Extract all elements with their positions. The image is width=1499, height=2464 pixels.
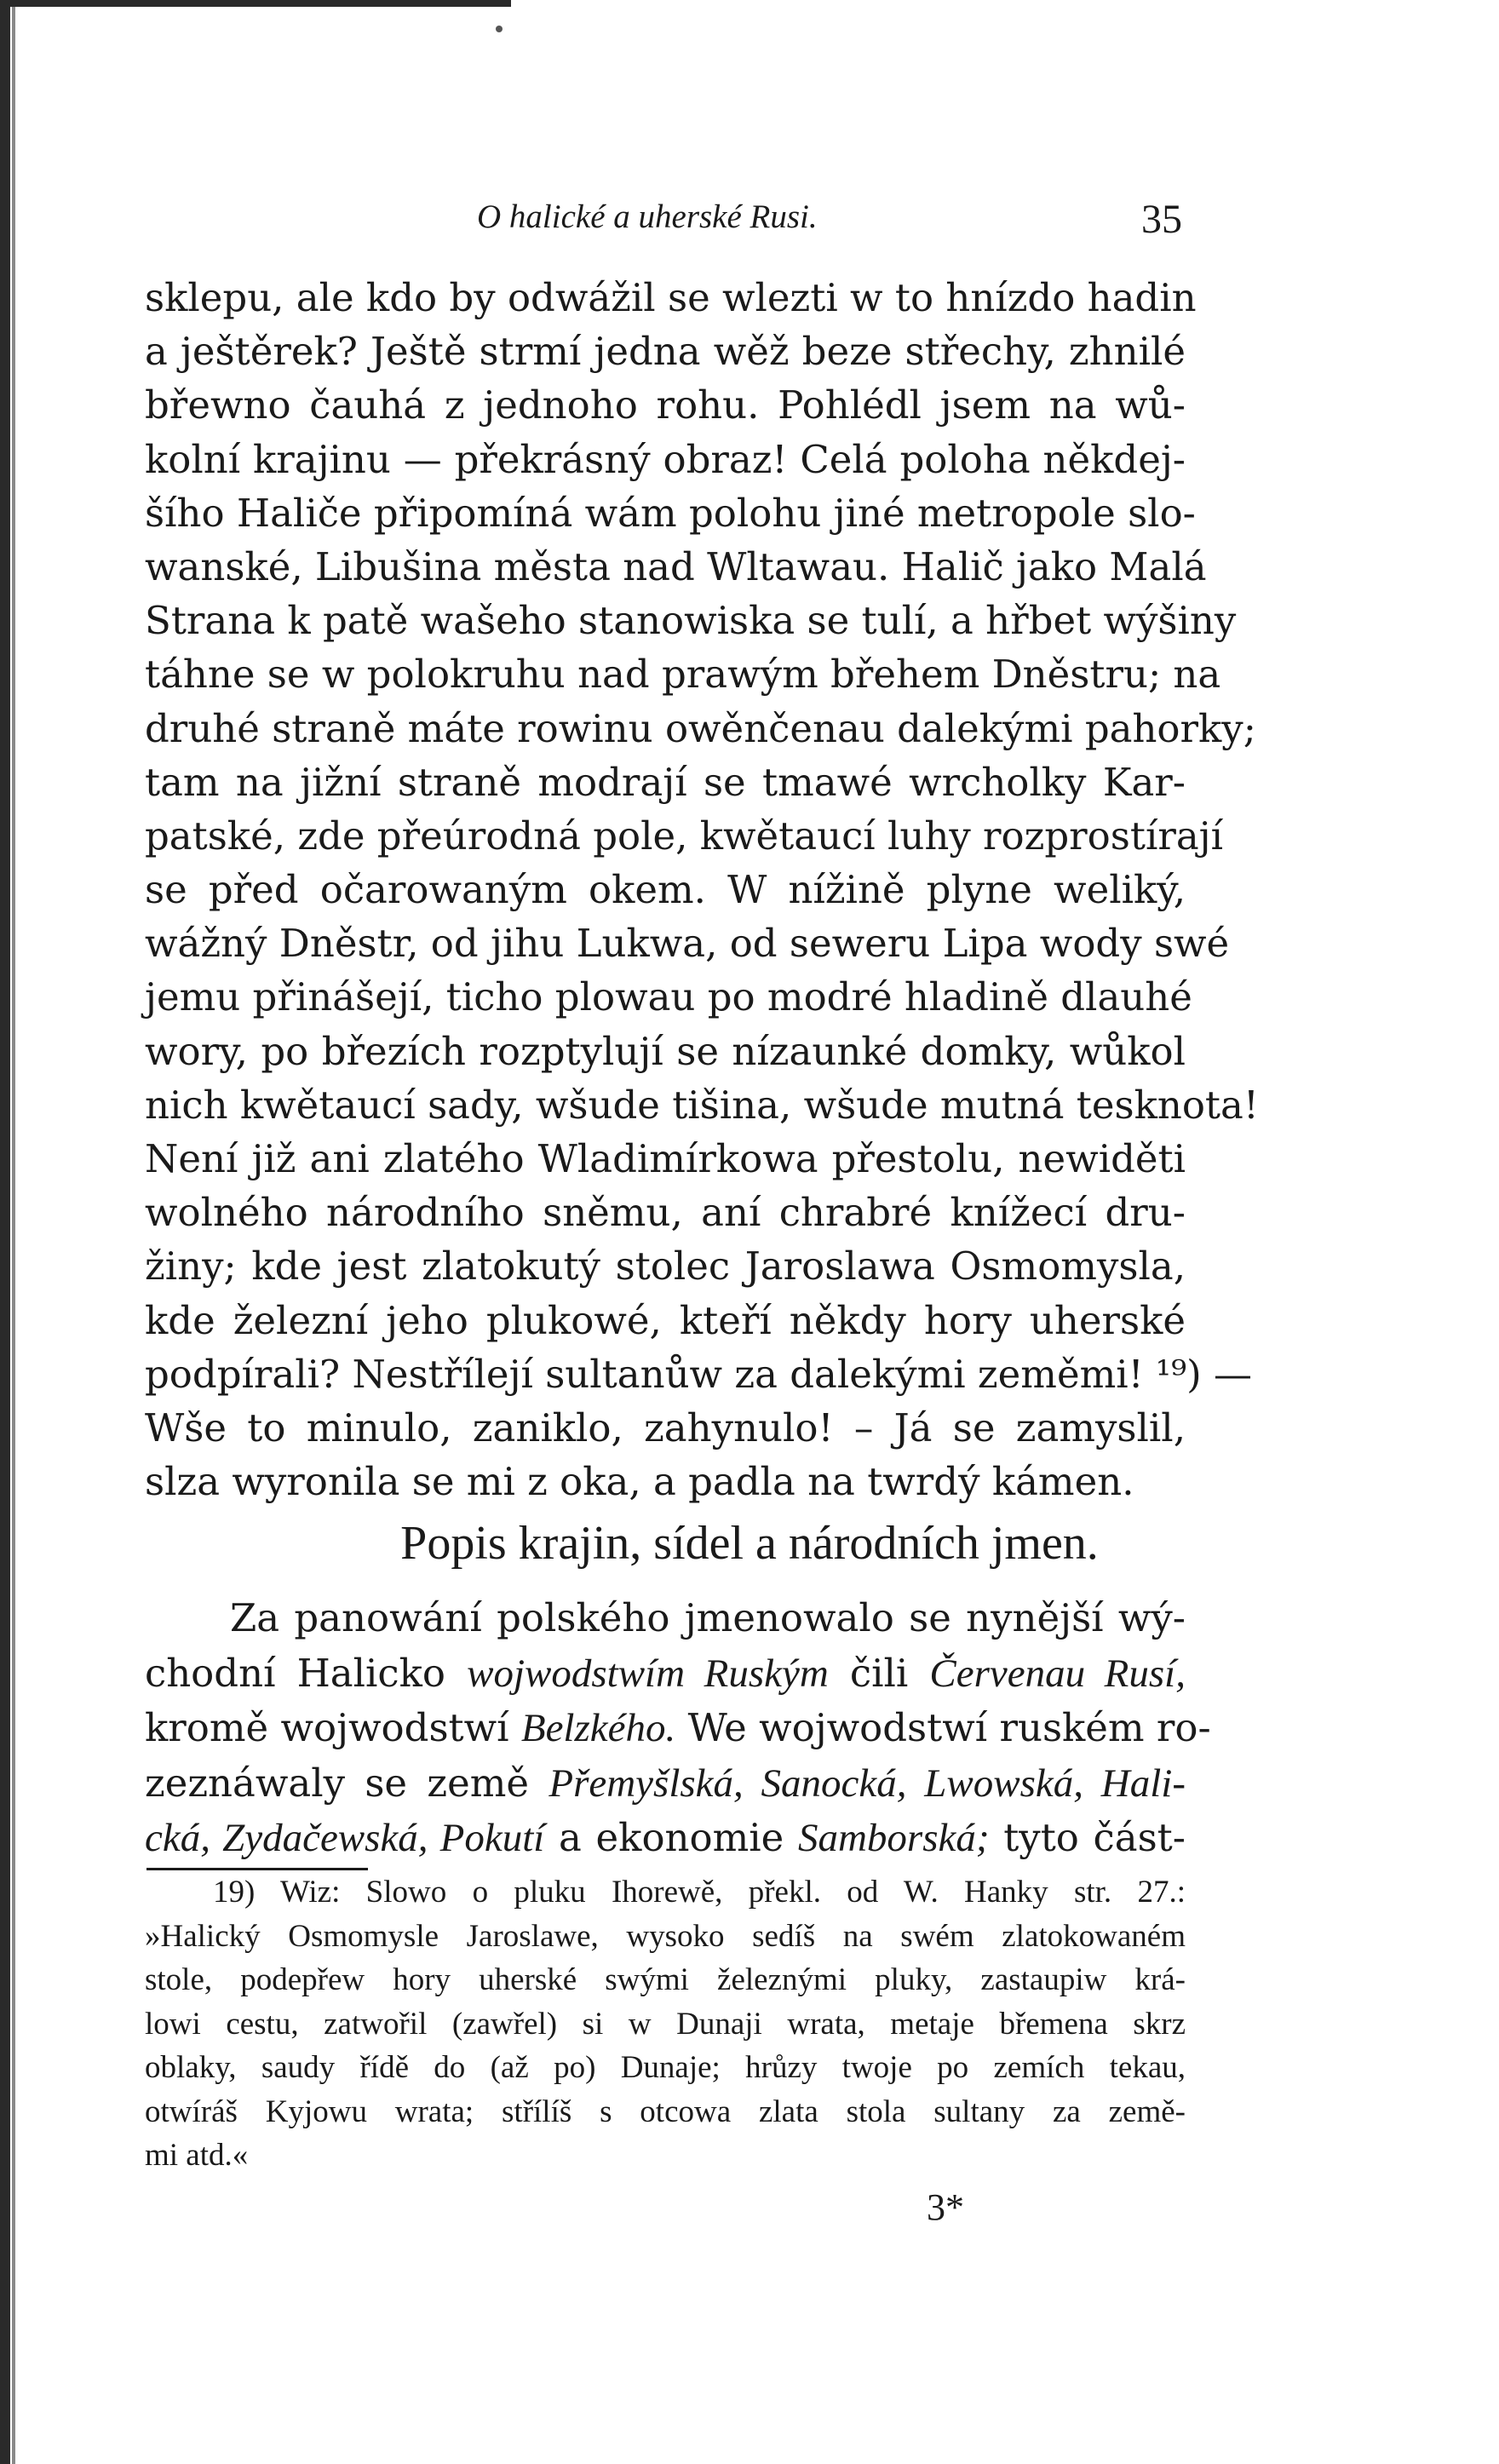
text-run: tyto část- xyxy=(1003,1815,1186,1861)
text-line: wážný Dněstr, od jihu Lukwa, od seweru Lipa wody swé xyxy=(145,921,1230,967)
italic-term: wojwodstwím Ruským xyxy=(467,1651,829,1696)
page-edge-dark xyxy=(0,0,10,2464)
ink-speck xyxy=(496,26,503,32)
footnote xyxy=(145,1870,1186,2178)
italic-term: Samborská; xyxy=(797,1816,990,1861)
text-run: zeznáwaly se země xyxy=(145,1760,530,1806)
text-line: kde železní jeho plukowé, kteří někdy hory uherské xyxy=(145,1297,1186,1343)
section-heading: Popis krajin, sídel a národních jmen. xyxy=(400,1517,1099,1570)
footnote-line: 19) Wiz: Slowo o pluku Ihorewě, překl. od W. Hanky str. 27.: xyxy=(213,1875,1186,1910)
text-line: patské, zde přeúrodná pole, kwětaucí luhy rozprostírají xyxy=(145,813,1224,859)
text-line: a ještěrek? Ještě strmí jedna wěž beze střechy, zhnilé xyxy=(145,329,1186,375)
footnote-line: otwíráš Kyjowu wrata; střílíš s otcowa zlata stola sultany za země- xyxy=(145,2094,1186,2129)
text-line: šího Haliče připomíná wám polohu jiné metropole slo- xyxy=(145,490,1196,536)
signature-mark: 3* xyxy=(927,2186,964,2228)
text-line: kolní krajinu — překrásný obraz! Celá poloha někdej- xyxy=(145,436,1186,482)
page-header xyxy=(0,194,1499,249)
text-run: kromě wojwodstwí xyxy=(145,1705,509,1751)
text-line: břewno čauhá z jednoho rohu. Pohlédl jsem na wů- xyxy=(145,382,1186,428)
text-line: wory, po březích rozptylují se nízaunké domky, wůkol xyxy=(145,1028,1186,1074)
page-top-edge xyxy=(0,0,511,7)
text-line: táhne se w polokruhu nad prawým břehem Dněstru; na xyxy=(145,652,1221,698)
text-line: podpírali? Nestřílejí sultanůw za dalekými zeměmi! ¹⁹) — xyxy=(145,1351,1252,1397)
text-line: Wše to minulo, zaniklo, zahynulo! – Já se zamyslil, xyxy=(145,1404,1186,1450)
text-line xyxy=(145,1646,1186,1702)
text-line: žiny; kde jest zlatokutý stolec Jaroslawa Osmomysla, xyxy=(145,1243,1186,1289)
section-paragraph xyxy=(145,1591,1211,1866)
text-line: se před očarowaným okem. W nížině plyne weliký, xyxy=(145,867,1186,913)
italic-term: Belzkého. xyxy=(520,1706,676,1751)
text-run: We wojwodstwí ruském ro- xyxy=(687,1705,1211,1751)
text-line: slza wyronila se mi z oka, a padla na twrdý kámen. xyxy=(145,1459,1134,1505)
text-run: chodní Halicko xyxy=(145,1650,445,1696)
text-run: čili xyxy=(849,1650,909,1696)
italic-term: cká, Zydačewská, Pokutí xyxy=(145,1816,545,1861)
text-line: druhé straně máte rowinu owěnčenau dalekými pahorky; xyxy=(145,705,1256,751)
text-line: Za panowání polského jmenowalo se nynější wý- xyxy=(230,1595,1186,1640)
text-line xyxy=(145,1811,1186,1866)
text-line: wolného národního sněmu, aní chrabré knížecí dru- xyxy=(145,1190,1186,1236)
footnote-line: oblaky, saudy řídě do (až po) Dunaje; hrůzy twoje po zemích tekau, xyxy=(145,2050,1186,2085)
text-line xyxy=(145,1701,1211,1756)
text-run: a ekonomie xyxy=(559,1815,784,1861)
text-line: sklepu, ale kdo by odwážil se wlezti w to hnízdo hadin xyxy=(145,275,1197,320)
body-paragraph xyxy=(145,271,1259,1508)
italic-term: Přemyšlská, Sanocká, Lwowská, Hali- xyxy=(548,1760,1186,1806)
footnote-line: lowi cestu, zatwořil (zawřel) si w Dunaji wrata, metaje břemena skrz xyxy=(145,2006,1186,2042)
text-line: tam na jižní straně modrají se tmawé wrcholky Kar- xyxy=(145,759,1186,805)
page-edge-light xyxy=(12,0,15,2464)
running-head: O halické a uherské Rusi. xyxy=(477,198,818,235)
footnote-line: mi atd.« xyxy=(145,2138,249,2173)
footnote-line: »Halický Osmomysle Jaroslawe, wysoko sedíš na swém zlatokowaném xyxy=(145,1918,1186,1954)
page-number: 35 xyxy=(1141,197,1182,242)
text-line: Není již ani zlatého Wladimírkowa přestolu, newiděti xyxy=(145,1136,1186,1181)
text-line: jemu přinášejí, ticho plowau po modré hladině dlauhé xyxy=(145,974,1192,1020)
italic-term: Červenau Rusí, xyxy=(929,1651,1186,1696)
text-line: nich kwětaucí sady, wšude tišina, wšude mutná tesknota! xyxy=(145,1082,1259,1128)
text-line xyxy=(145,1756,1186,1812)
text-line: Strana k patě wašeho stanowiska se tulí, a hřbet wýšiny xyxy=(145,598,1237,644)
footnote-line: stole, podepřew hory uherské swými železnými pluky, zastaupiw krá- xyxy=(145,1962,1186,1997)
text-line: wanské, Libušina města nad Wltawau. Halič jako Malá xyxy=(145,543,1207,589)
